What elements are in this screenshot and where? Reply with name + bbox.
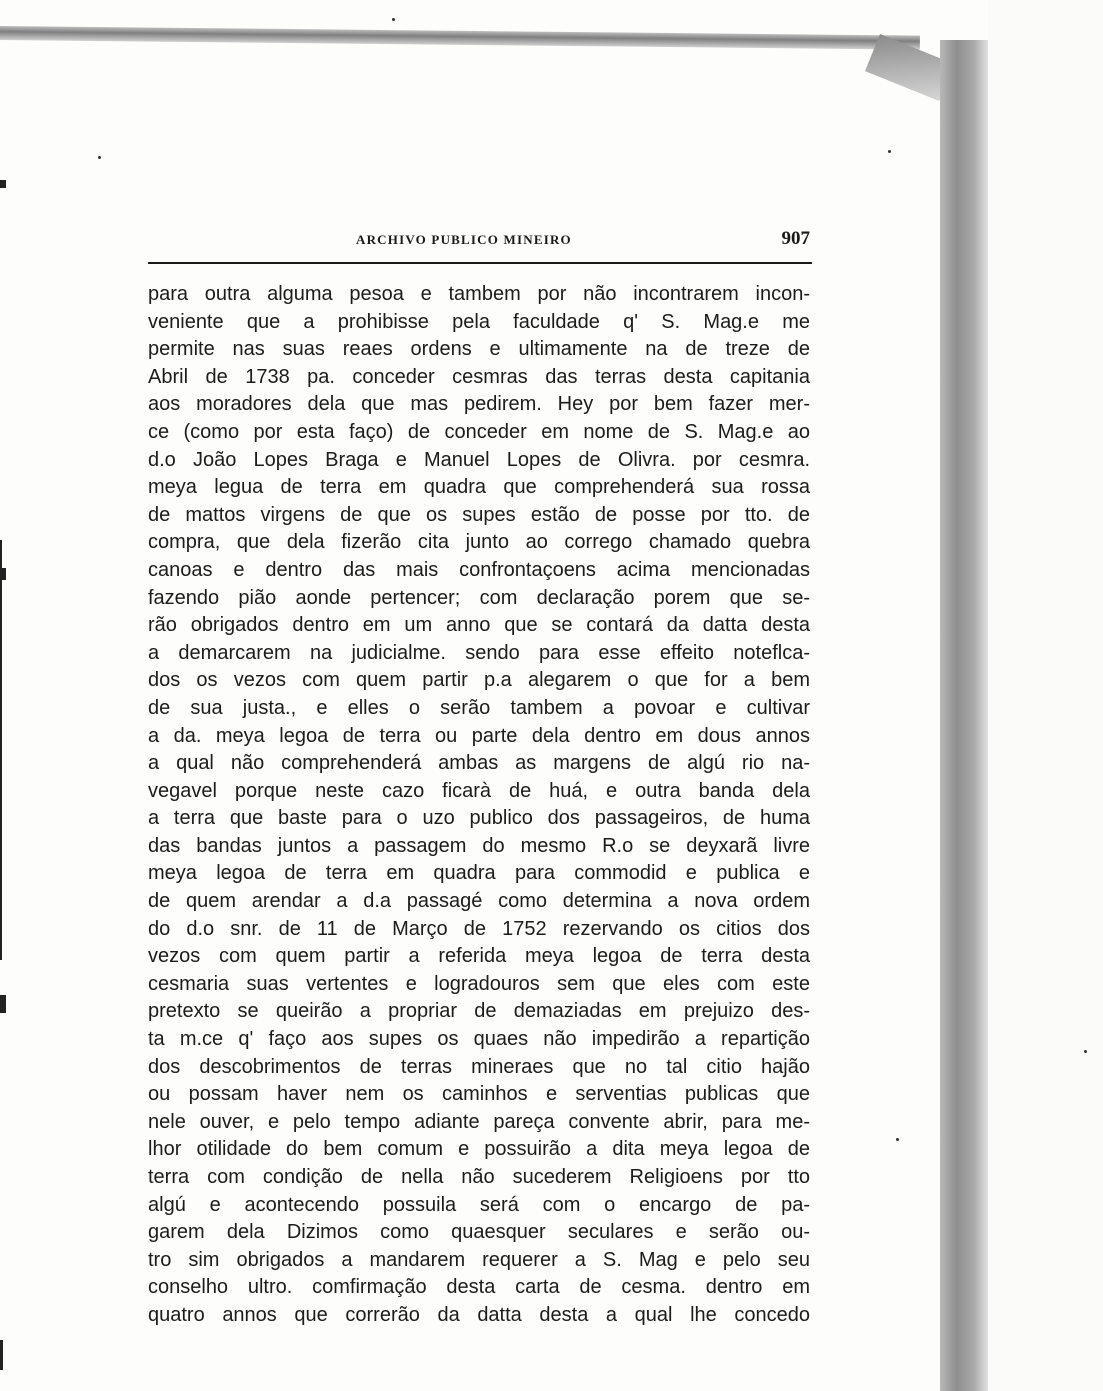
text-line: canoas e dentro das mais confrontaçoens acima mencionadas [148, 558, 810, 581]
text-line: nele ouver, e pelo tempo adiante pareça convente abrir, para me- [148, 1110, 810, 1133]
text-line: d.o João Lopes Braga e Manuel Lopes de Olivra. por cesmra. [148, 448, 810, 471]
text-line: a da. meya legoa de terra ou parte dela dentro em dous annos [148, 724, 810, 747]
page-fold-shadow [940, 40, 988, 1391]
text-line: ou possam haver nem os caminhos e serventias publicas que [148, 1083, 810, 1106]
scan-speck [98, 156, 101, 159]
page-top-edge [0, 26, 920, 50]
left-edge-line [0, 540, 2, 960]
right-margin [988, 0, 1103, 1391]
text-line: conselho ultro. comfirmação desta carta de cesma. dentro em [148, 1276, 810, 1299]
text-line: para outra alguma pesoa e tambem por não incontrarem incon- [148, 283, 810, 305]
scan-speck [888, 150, 891, 153]
text-line: meya legoa de terra em quadra para commodid e publica e [148, 862, 810, 885]
text-line: permite nas suas reaes ordens e ultimamente na de treze de [148, 338, 810, 361]
text-line: dos descobrimentos de terras mineraes que no tal citio hajão [148, 1055, 810, 1078]
text-line: vegavel porque neste cazo ficarà de huá, e outra banda dela [148, 779, 810, 802]
text-line: a demarcarem na judicialme. sendo para esse effeito noteflca- [148, 641, 810, 664]
text-line: a terra que baste para o uzo publico dos passageiros, de huma [148, 807, 810, 830]
text-line: cesmaria suas vertentes e logradouros sem que eles com este [148, 972, 810, 995]
text-line: de mattos virgens de que os supes estão de posse por tto. de [148, 503, 810, 526]
page-number: 907 [781, 228, 810, 249]
page-header [148, 228, 810, 258]
text-line: pretexto se queirão a propriar de demaziadas em prejuizo des- [148, 1000, 810, 1023]
text-line: terra com condição de nella não sucederem Religioens por tto [148, 1166, 810, 1188]
scan-speck [1084, 1050, 1087, 1053]
text-line: quatro annos que correrão da datta desta a qual lhe concedo [148, 1303, 810, 1326]
text-line: compra, que dela fizerão cita junto ao corrego chamado quebra [148, 531, 810, 554]
text-line: lhor otilidade do bem comum e possuirão a dita meya legoa de [148, 1138, 810, 1161]
text-line: Abril de 1738 pa. conceder cesmras das terras desta capitania [148, 365, 810, 388]
text-line: a qual não comprehenderá ambas as margens de algú rio na- [148, 752, 810, 775]
header-rule [148, 262, 812, 264]
text-line: do d.o snr. de 11 de Março de 1752 rezervando os citios dos [148, 917, 810, 940]
text-line: veniente que a prohibisse pela faculdade q' S. Mag.e me [148, 310, 810, 333]
text-line: fazendo pião aonde pertencer; com declaração porem que se- [148, 586, 810, 609]
text-line: das bandas juntos a passagem do mesmo R.o se deyxarã livre [148, 834, 810, 857]
left-edge-mark [0, 995, 6, 1013]
left-edge-mark [0, 180, 6, 188]
text-line: aos moradores dela que mas pedirem. Hey por bem fazer mer- [148, 393, 810, 416]
text-line: rão obrigados dentro em um anno que se contará da datta desta [148, 614, 810, 637]
text-line: de sua justa., e elles o serão tambem a povoar e cultivar [148, 696, 810, 719]
scan-speck [392, 18, 395, 21]
text-line: vezos com quem partir a referida meya legoa de terra desta [148, 945, 810, 968]
text-line: algú e acontecendo possuila será com o encargo de pa- [148, 1193, 810, 1216]
text-line: tro sim obrigados a mandarem requerer a S. Mag e pelo seu [148, 1248, 810, 1271]
text-line: ce (como por esta faço) de conceder em nome de S. Mag.e ao [148, 420, 810, 443]
left-edge-mark [0, 1340, 3, 1370]
scan-speck [896, 1138, 899, 1141]
text-line: meya legua de terra em quadra que comprehenderá sua rossa [148, 476, 810, 499]
body-text [148, 281, 810, 1330]
text-line: garem dela Dizimos como quaesquer seculares e serão ou- [148, 1221, 810, 1244]
text-line: dos os vezos com quem partir p.a alegarem o que for a bem [148, 669, 810, 692]
text-line: de quem arendar a d.a passagé como determina a nova ordem [148, 890, 810, 913]
text-line: ta m.ce q' faço aos supes os quaes não impedirão a repartição [148, 1028, 810, 1051]
running-title: ARCHIVO PUBLICO MINEIRO [356, 232, 572, 247]
